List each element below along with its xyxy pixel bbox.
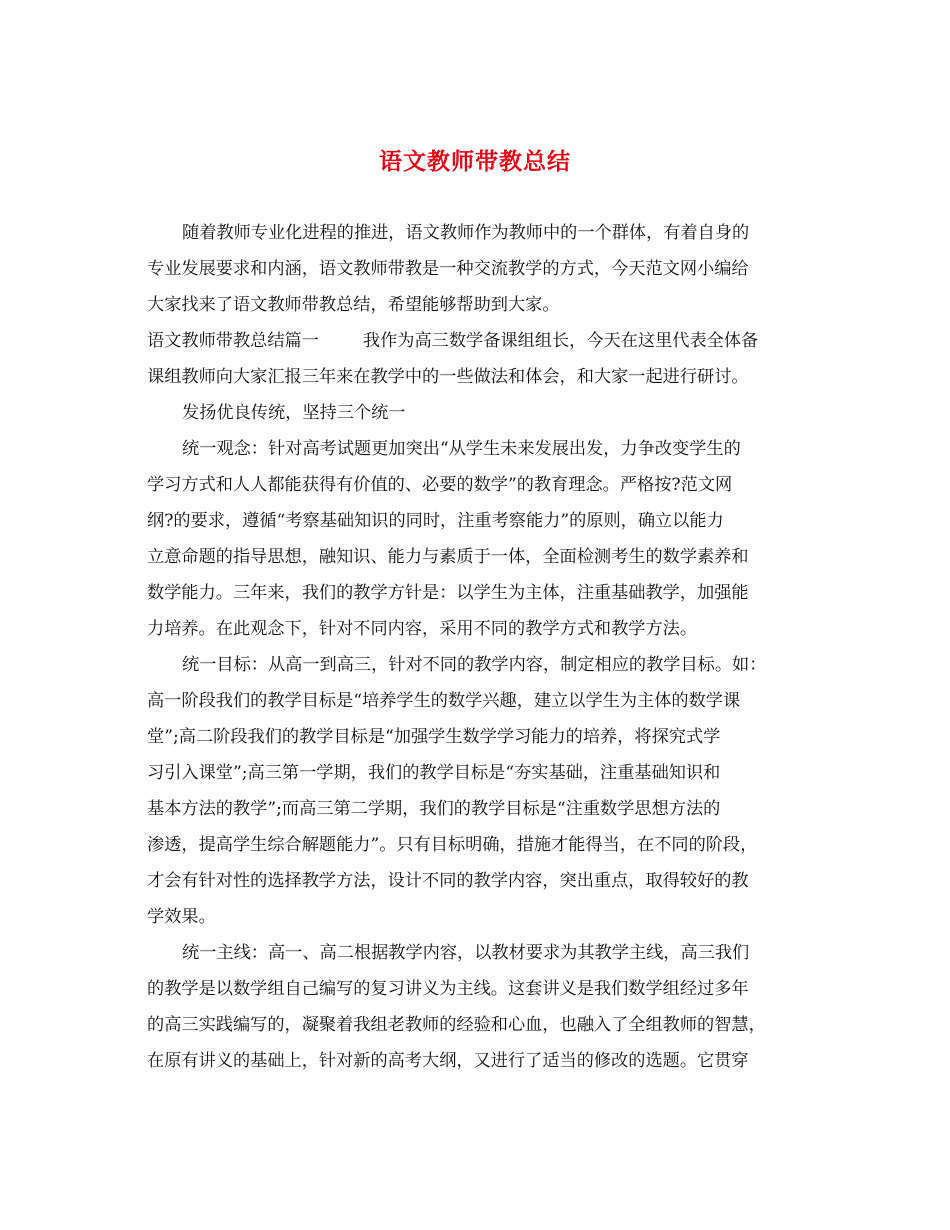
paragraph-line: 统一目标：从高一到高三，针对不同的教学内容，制定相应的教学目标。如： [182, 655, 767, 675]
subheading-line: 发扬优良传统，坚持三个统一 [182, 403, 406, 423]
paragraph-line: 统一主线：高一、高二根据教学内容，以教材要求为其教学主线，高三我们 [182, 943, 750, 963]
document-title: 语文教师带教总结 [379, 148, 571, 175]
paragraph-line: 高一阶段我们的教学目标是“培养学生的数学兴趣，建立以学生为主体的数学课 [147, 691, 741, 711]
paragraph-line: 纲?的要求，遵循“考察基础知识的同时，注重考察能力”的原则，确立以能力 [147, 511, 724, 531]
section-heading: 语文教师带教总结篇一 [147, 331, 319, 351]
paragraph-line: 数学能力。三年来，我们的教学方针是：以学生为主体，注重基础教学，加强能 [147, 583, 749, 603]
paragraph-line: 大家找来了语文教师带教总结，希望能够帮助到大家。 [147, 295, 560, 315]
paragraph-line: 课组教师向大家汇报三年来在教学中的一些做法和体会，和大家一起进行研讨。 [147, 367, 749, 387]
paragraph-line: 才会有针对性的选择教学方法，设计不同的教学内容，突出重点，取得较好的教 [147, 871, 749, 891]
section-heading-line [147, 329, 807, 353]
paragraph-line: 统一观念：针对高考试题更加突出“从学生未来发展出发，力争改变学生的 [182, 439, 741, 459]
paragraph-line: 堂”;高二阶段我们的教学目标是“加强学生数学学习能力的培养，将探究式学 [147, 727, 721, 747]
paragraph-line: 在原有讲义的基础上，针对新的高考大纲，又进行了适当的修改的选题。它贯穿 [147, 1051, 749, 1071]
paragraph-line: 基本方法的教学”;而高三第二学期，我们的教学目标是“注重数学思想方法的 [147, 799, 721, 819]
paragraph-line: 专业发展要求和内涵，语文教师带教是一种交流教学的方式，今天范文网小编给 [147, 259, 749, 279]
paragraph-text: 我作为高三数学备课组组长，今天在这里代表全体备 [362, 331, 759, 351]
paragraph-line: 立意命题的指导思想，融知识、能力与素质于一体，全面检测考生的数学素养和 [147, 547, 749, 567]
paragraph-line: 的高三实践编写的，凝聚着我组老教师的经验和心血，也融入了全组教师的智慧， [147, 1015, 766, 1035]
paragraph-line: 习引入课堂”;高三第一学期，我们的教学目标是“夯实基础，注重基础知识和 [147, 763, 721, 783]
paragraph-line: 随着教师专业化进程的推进，语文教师作为教师中的一个群体，有着自身的 [182, 223, 750, 243]
paragraph-line: 力培养。在此观念下，针对不同内容，采用不同的教学方式和教学方法。 [147, 619, 698, 639]
paragraph-line: 的教学是以数学组自己编写的复习讲义为主线。这套讲义是我们数学组经过多年 [147, 979, 749, 999]
paragraph-line: 渗透，提高学生综合解题能力”。只有目标明确，措施才能得当，在不同的阶段， [147, 835, 758, 855]
paragraph-line: 学习方式和人人都能获得有价值的、必要的数学”的教育理念。严格按?范文网 [147, 475, 733, 495]
paragraph-line: 学效果。 [147, 907, 216, 927]
